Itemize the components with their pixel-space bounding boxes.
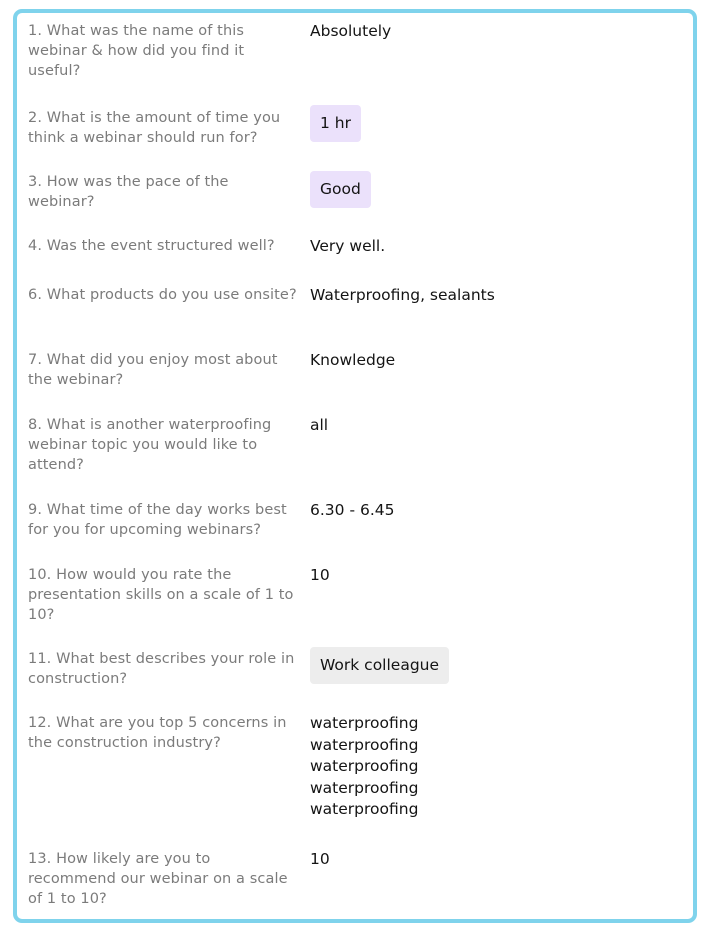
answer-list-item: waterproofing [310,778,419,797]
answer-list-item: waterproofing [310,735,419,754]
answer-value: 6.30 - 6.45 [310,501,395,519]
answer-chip: 1 hr [310,105,361,142]
question-label: 10. How would you rate the presentation skills on a scale of 1 to 10? [28,567,294,623]
answer-value: 10 [310,566,330,584]
answer-value: Knowledge [310,351,396,369]
question-label: 3. How was the pace of the webinar? [28,174,229,210]
question-label: 1. What was the name of this webinar & how did you find it useful? [28,23,245,79]
answer-value: all [310,416,329,434]
question-label: 4. Was the event structured well? [28,238,275,254]
question-label: 8. What is another waterproofing webinar topic you would like to attend? [28,417,272,473]
question-label: 13. How likely are you to recommend our webinar on a scale of 1 to 10? [28,851,288,907]
answer-value: Absolutely [310,22,392,40]
answer-list [310,713,418,821]
question-label: 6. What products do you use onsite? [28,287,297,303]
answer-chip: Good [310,171,371,208]
survey-response-card [13,9,697,923]
answer-list-item: waterproofing [310,800,419,818]
question-label: 11. What best describes your role in construction? [28,651,295,687]
answer-list-item: waterproofing [310,757,419,775]
question-label: 2. What is the amount of time you think a webinar should run for? [28,110,281,146]
answer-list-item: waterproofing [310,714,419,732]
answer-value: Very well. [310,237,386,255]
answer-value: 10 [310,850,330,868]
question-label: 12. What are you top 5 concerns in the construction industry? [28,715,287,751]
question-label: 7. What did you enjoy most about the webinar? [28,352,278,388]
question-label: 9. What time of the day works best for you for upcoming webinars? [28,502,287,538]
answer-value: Waterproofing, sealants [310,286,495,304]
answer-chip: Work colleague [310,647,449,684]
